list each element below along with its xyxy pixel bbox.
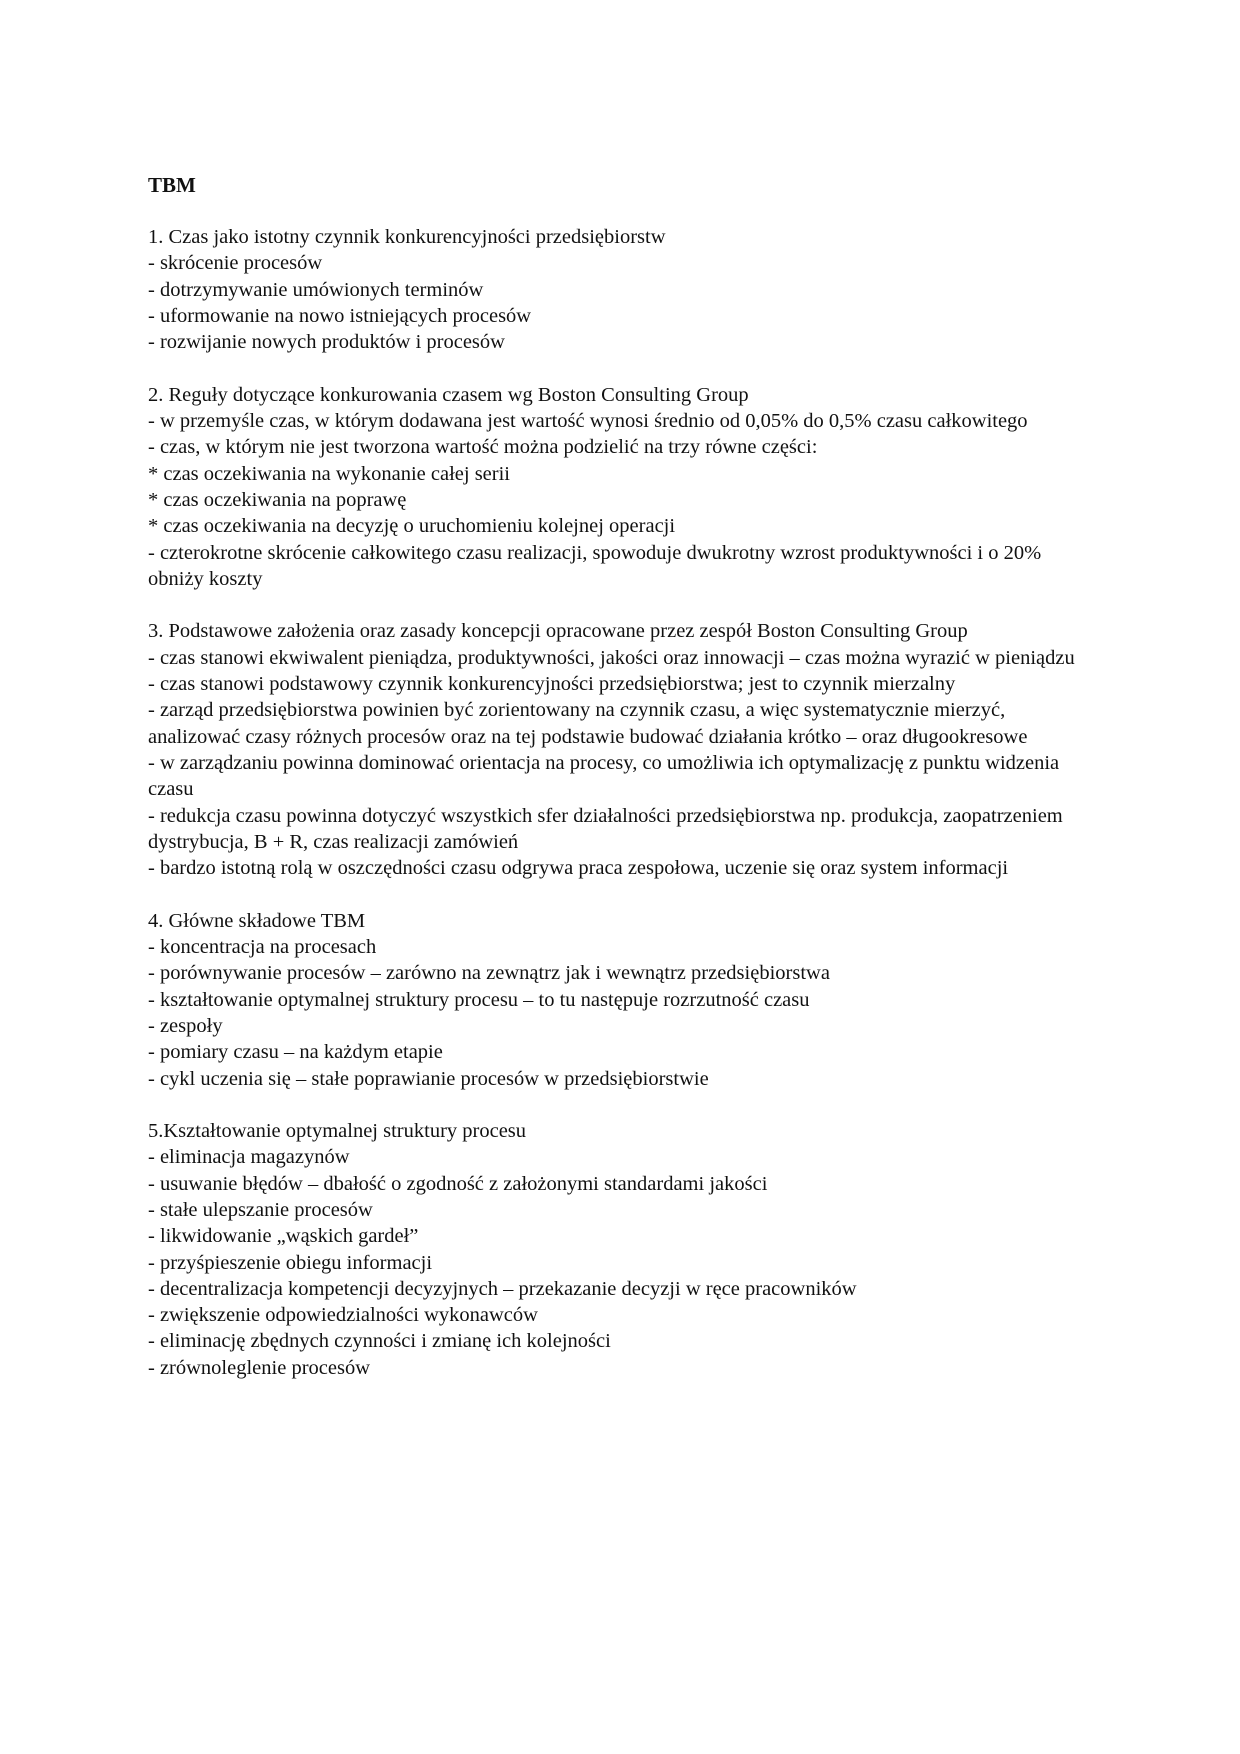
list-item: - likwidowanie „wąskich gardeł” — [148, 1225, 419, 1248]
list-item: * czas oczekiwania na poprawę — [148, 488, 407, 511]
list-item: * czas oczekiwania na wykonanie całej serii — [148, 462, 510, 485]
list-item: - czas, w którym nie jest tworzona wartość można podzielić na trzy równe części: — [148, 436, 818, 459]
list-item: - eliminacja magazynów — [148, 1146, 350, 1169]
list-item: - usuwanie błędów – dbałość o zgodność z założonymi standardami jakości — [148, 1172, 768, 1195]
list-item: - przyśpieszenie obiegu informacji — [148, 1251, 433, 1274]
list-item: * czas oczekiwania na decyzję o uruchomieniu kolejnej operacji — [148, 515, 676, 538]
list-item: - redukcja czasu powinna dotyczyć wszystkich sfer działalności przedsiębiorstwa np. produkcja, zaopatrzeniem dystrybucja, B + R, czas realizacji zamówień — [148, 804, 1063, 853]
section-1 — [148, 224, 1098, 355]
document-title: TBM — [148, 173, 196, 197]
section-heading: 5.Kształtowanie optymalnej struktury procesu — [148, 1120, 527, 1143]
section-3 — [148, 618, 1098, 881]
list-item: - w zarządzaniu powinna dominować orientacja na procesy, co umożliwia ich optymalizację z punktu widzenia czasu — [148, 751, 1060, 801]
section-4 — [148, 908, 1098, 1092]
list-item: - uformowanie na nowo istniejących procesów — [148, 304, 532, 327]
sections-container — [148, 224, 1098, 1381]
section-heading: 3. Podstawowe założenia oraz zasady koncepcji opracowane przez zespół Boston Consulting Group — [148, 620, 968, 643]
list-item: - koncentracja na procesach — [148, 936, 377, 959]
section-2 — [148, 382, 1098, 592]
list-item: - pomiary czasu – na każdym etapie — [148, 1041, 443, 1064]
list-item: - zarząd przedsiębiorstwa powinien być zorientowany na czynnik czasu, a więc systematycznie mierzyć, analizować czasy różnych procesów oraz na tej podstawie budować działania krótko – oraz długookresowe — [148, 699, 1028, 748]
section-5 — [148, 1118, 1098, 1381]
list-item: - zespoły — [148, 1014, 223, 1037]
list-item: - czas stanowi ekwiwalent pieniądza, produktywności, jakości oraz innowacji – czas można wyrazić w pieniądzu — [148, 646, 1075, 669]
list-item: - zwiększenie odpowiedzialności wykonawców — [148, 1304, 538, 1327]
list-item: - stałe ulepszanie procesów — [148, 1198, 373, 1221]
list-item: - porównywanie procesów – zarówno na zewnątrz jak i wewnątrz przedsiębiorstwa — [148, 962, 830, 985]
section-heading: 4. Główne składowe TBM — [148, 909, 366, 932]
section-heading: 1. Czas jako istotny czynnik konkurencyjności przedsiębiorstw — [148, 226, 666, 248]
list-item: - kształtowanie optymalnej struktury procesu – to tu następuje rozrzutność czasu — [148, 988, 810, 1011]
list-item: - decentralizacja kompetencji decyzyjnych – przekazanie decyzji w ręce pracowników — [148, 1277, 857, 1300]
list-item: - zrównoleglenie procesów — [148, 1356, 370, 1379]
list-item: - skrócenie procesów — [148, 252, 323, 275]
list-item: - dotrzymywanie umówionych terminów — [148, 278, 484, 301]
section-heading: 2. Reguły dotyczące konkurowania czasem wg Boston Consulting Group — [148, 383, 749, 406]
list-item: - w przemyśle czas, w którym dodawana jest wartość wynosi średnio od 0,05% do 0,5% czasu całkowitego — [148, 410, 1028, 433]
list-item: - rozwijanie nowych produktów i procesów — [148, 331, 505, 354]
list-item: - eliminację zbędnych czynności i zmianę ich kolejności — [148, 1330, 611, 1353]
list-item: - bardzo istotną rolą w oszczędności czasu odgrywa praca zespołowa, uczenie się oraz system informacji — [148, 857, 1009, 880]
list-item: - czterokrotne skrócenie całkowitego czasu realizacji, spowoduje dwukrotny wzrost produktywności i o 20% obniży koszty — [148, 541, 1042, 590]
list-item: - cykl uczenia się – stałe poprawianie procesów w przedsiębiorstwie — [148, 1067, 709, 1090]
list-item: - czas stanowi podstawowy czynnik konkurencyjności przedsiębiorstwa; jest to czynnik mierzalny — [148, 673, 956, 696]
document-content — [148, 172, 1098, 1407]
